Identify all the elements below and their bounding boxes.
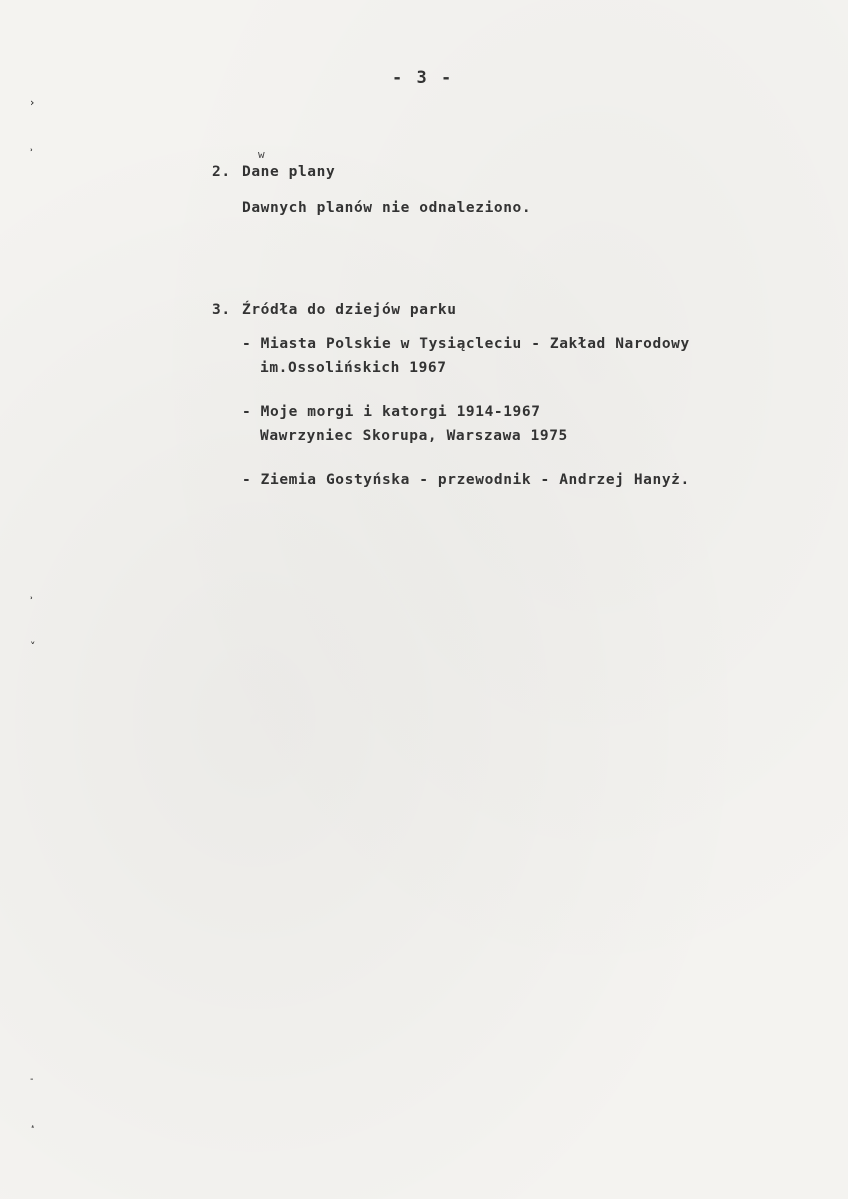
- source-item-3-line-1: - Ziemia Gostyńska - przewodnik - Andrzej Hanyż.: [242, 472, 690, 488]
- margin-mark: ˔: [30, 1120, 36, 1133]
- handwritten-insertion: w: [258, 148, 265, 161]
- margin-mark: ˗: [30, 1072, 34, 1085]
- page-number: - 3 -: [392, 68, 454, 88]
- section-3-heading: Źródła do dziejów parku: [242, 302, 457, 318]
- section-3-number: 3.: [212, 302, 231, 318]
- margin-mark: ˒: [30, 592, 34, 605]
- margin-mark: ›: [30, 96, 35, 109]
- source-item-2-line-1: - Moje morgi i katorgi 1914-1967: [242, 404, 541, 420]
- source-item-1-line-2: im.Ossolińskich 1967: [260, 360, 447, 376]
- section-2-number: 2.: [212, 164, 231, 180]
- margin-mark: ˒: [30, 144, 34, 157]
- section-2-heading: Dane plany: [242, 164, 336, 180]
- margin-mark: ˅: [30, 640, 36, 653]
- source-item-2-line-2: Wawrzyniec Skorupa, Warszawa 1975: [260, 428, 568, 444]
- section-2-body: Dawnych planów nie odnaleziono.: [242, 200, 532, 216]
- source-item-1-line-1: - Miasta Polskie w Tysiącleciu - Zakład Narodowy: [242, 336, 690, 352]
